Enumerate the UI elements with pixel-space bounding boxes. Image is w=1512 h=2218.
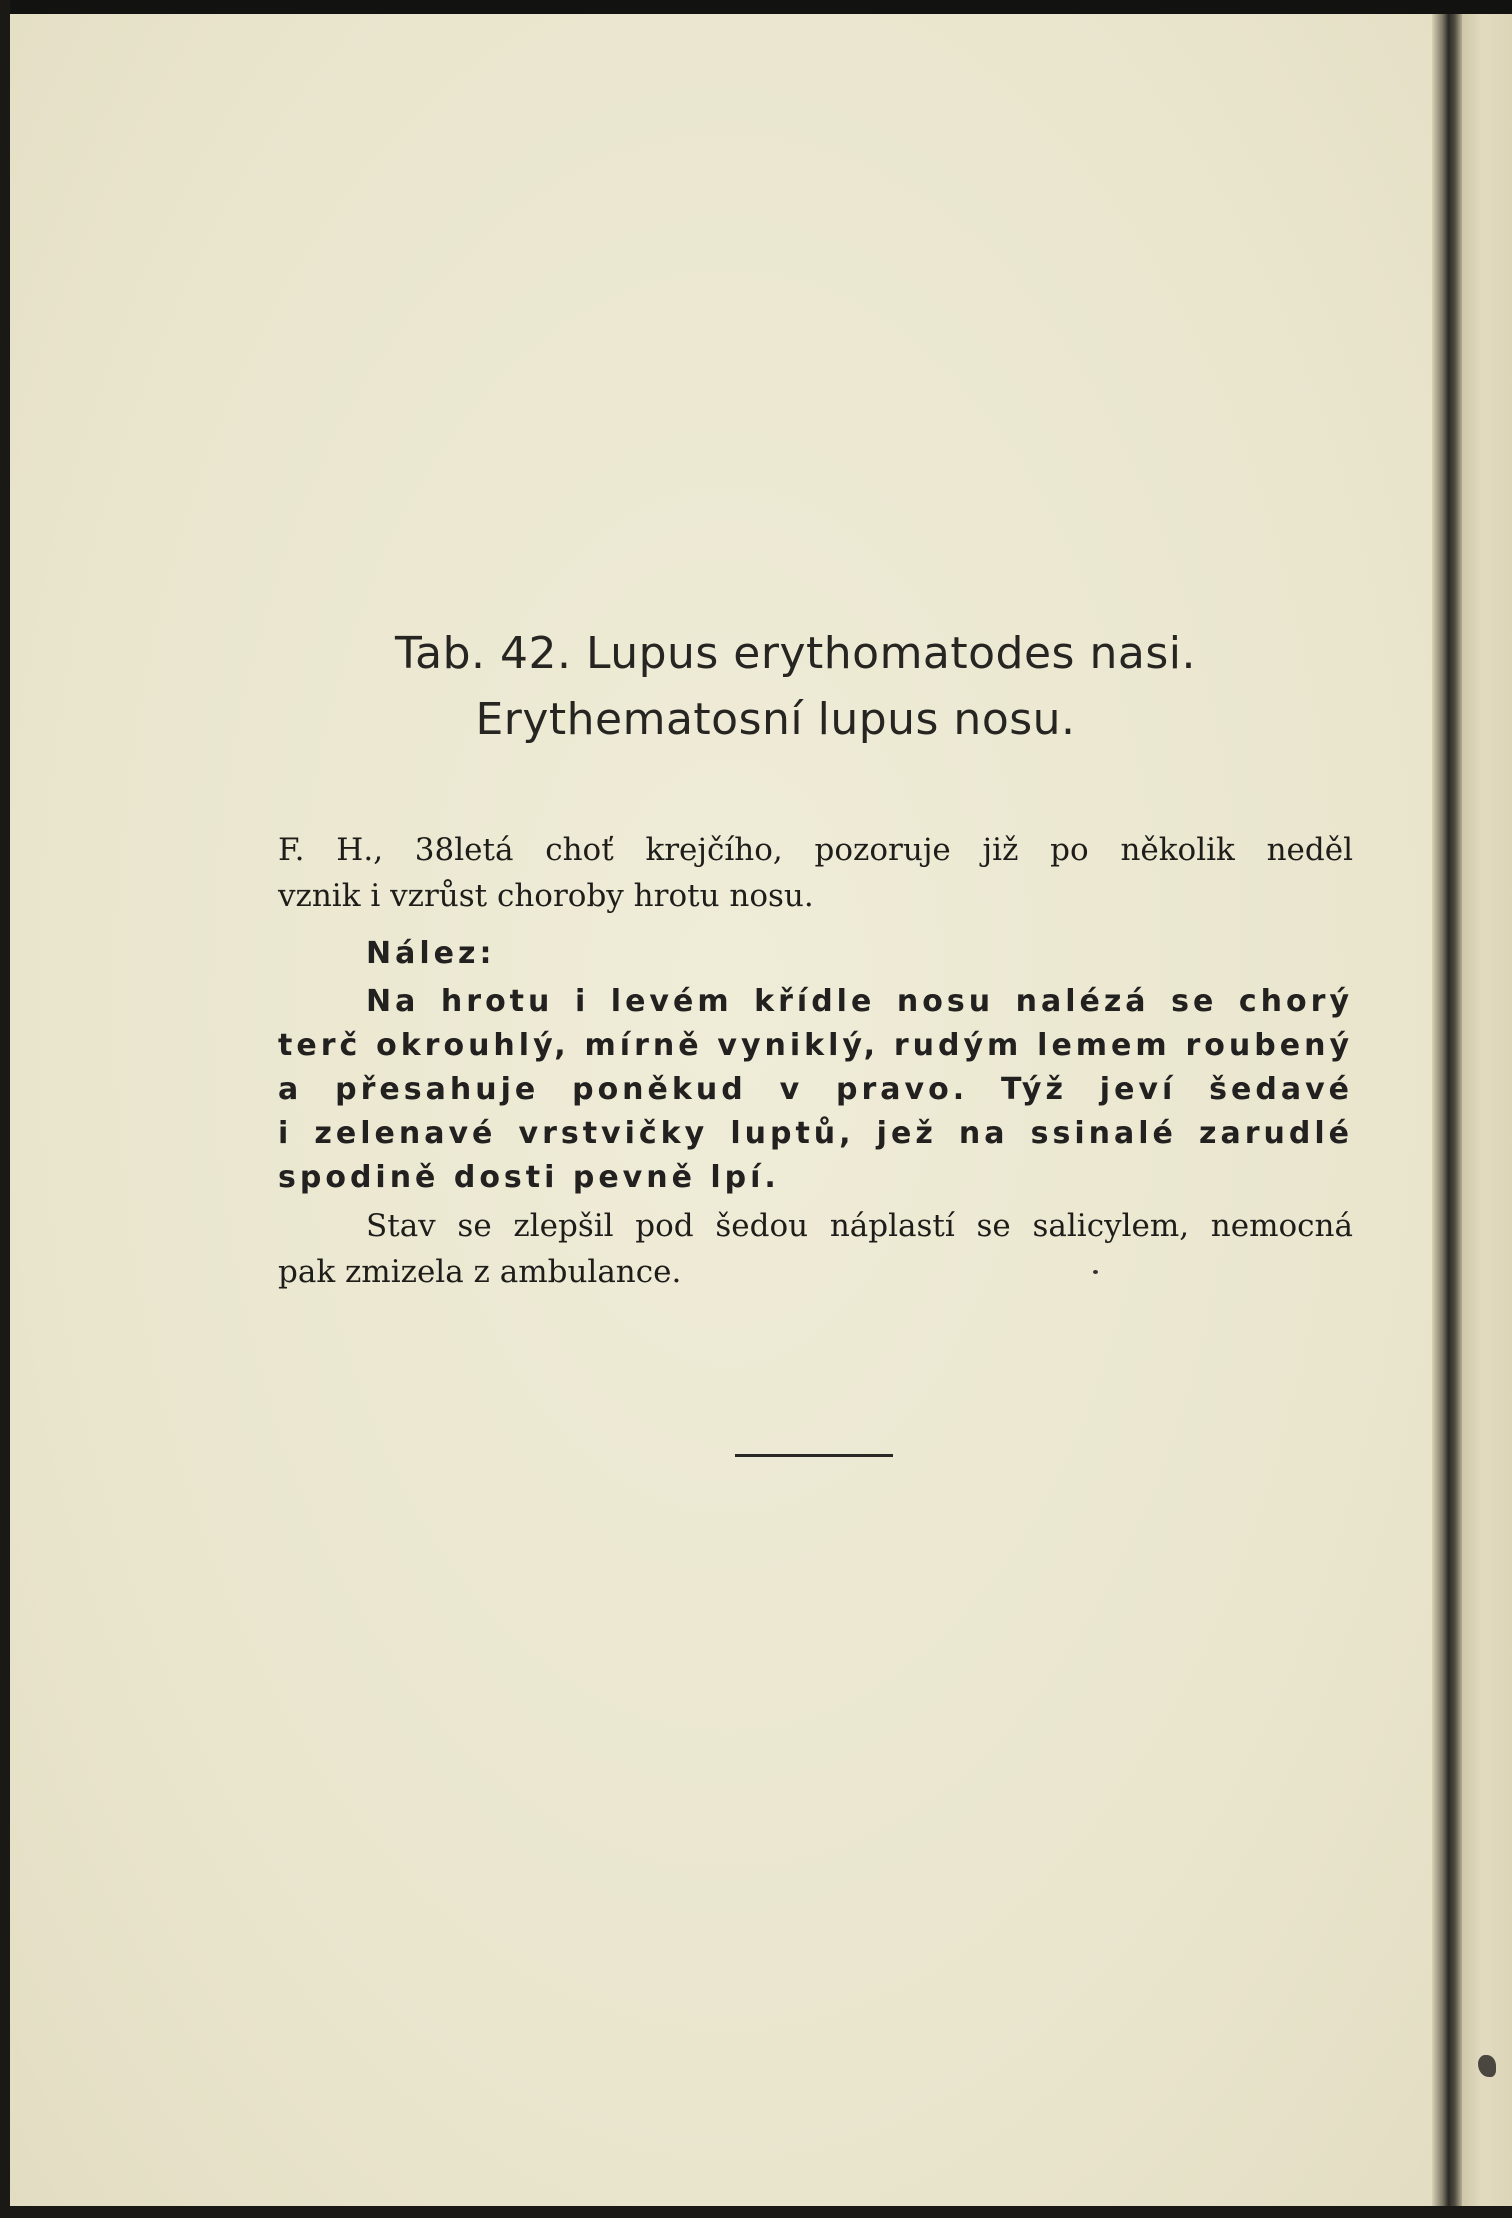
finding-line-5: spodině dosti pevně lpí. bbox=[278, 1160, 780, 1195]
finding-line-3: a přesahuje poněkud v pravo. Týž jeví šedavé bbox=[278, 1072, 1353, 1107]
facing-page-edge bbox=[1462, 14, 1512, 2208]
finding-label: Nález: bbox=[366, 936, 496, 971]
ink-speck bbox=[1093, 1270, 1098, 1274]
facing-page-mark bbox=[1478, 2055, 1496, 2077]
book-page bbox=[10, 14, 1446, 2208]
case-history-line-2: vznik i vzrůst choroby hrotu nosu. bbox=[278, 878, 814, 914]
outcome-line-2: pak zmizela z ambulance. bbox=[278, 1254, 682, 1290]
outcome-line-1: Stav se zlepšil pod šedou náplastí se salicylem, nemocná bbox=[366, 1208, 1353, 1244]
book-gutter bbox=[1432, 14, 1462, 2208]
case-history-line-1: F. H., 38letá choť krejčího, pozoruje již po několik neděl bbox=[278, 832, 1353, 868]
scan-bottom-edge bbox=[0, 2206, 1512, 2218]
finding-line-1: Na hrotu i levém křídle nosu nalézá se chorý bbox=[366, 984, 1353, 1019]
heading-line-2: Erythematosní lupus nosu. bbox=[475, 694, 1076, 745]
finding-line-4: i zelenavé vrstvičky luptů, jež na ssinalé zarudlé bbox=[278, 1116, 1353, 1151]
scan-left-edge bbox=[0, 0, 10, 2218]
section-divider bbox=[735, 1454, 893, 1457]
finding-line-2: terč okrouhlý, mírně vyniklý, rudým lemem roubený bbox=[278, 1028, 1353, 1063]
heading-line-1: Tab. 42. Lupus erythomatodes nasi. bbox=[395, 628, 1196, 679]
